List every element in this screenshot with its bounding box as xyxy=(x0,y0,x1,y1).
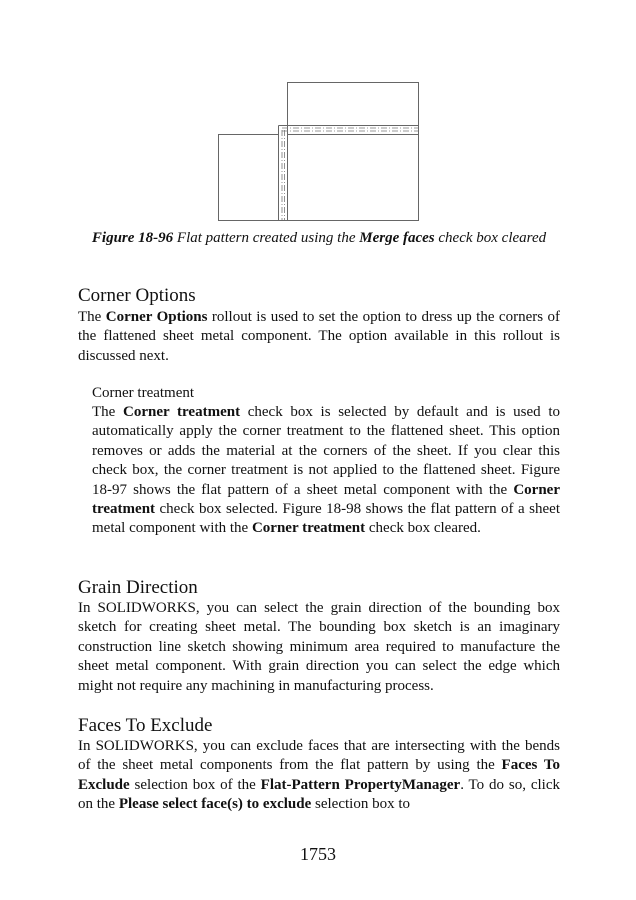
page-number: 1753 xyxy=(300,844,336,864)
section-heading-faces-to-exclude: Faces To Exclude xyxy=(78,715,213,736)
section-heading-grain-direction: Grain Direction xyxy=(78,577,198,598)
figure-number: Figure 18-96 xyxy=(91,230,174,246)
grain-direction-paragraph: In SOLIDWORKS, you can select the grain direction of the bounding box sketch for creating sheet metal. The bounding box sketch is an imaginary construction line sketch showing minimum area required to manufacture the sheet metal component. With grain direction you can select the edge which might not require any machining in manufacturing process. xyxy=(78,600,560,694)
base-panel xyxy=(219,135,279,221)
flange-panel xyxy=(288,83,419,221)
subheading-corner-treatment: Corner treatment xyxy=(92,385,195,401)
section-heading-corner-options: Corner Options xyxy=(78,285,196,306)
corner-options-paragraph: The Corner Options rollout is used to set the option to dress up the corners of the flattened sheet metal component. The option available in this rollout is discussed next. xyxy=(78,309,561,364)
faces-to-exclude-paragraph: In SOLIDWORKS, you can exclude faces that are intersecting with the bends of the sheet metal components from the flat pattern by using the Faces To Exclude selection box of the Flat-Pattern PropertyManager. To do so, click on the Please select face(s) to exclude selection box to xyxy=(78,738,560,813)
figure-caption: Figure 18-96 Flat pattern created using the Merge faces check box cleared xyxy=(91,230,547,246)
flat-pattern-figure xyxy=(216,81,420,222)
corner-treatment-paragraph: The Corner treatment check box is selected by default and is used to automatically apply the corner treatment to the flattened sheet. This option removes or adds the material at the corners of the sheet. If you clear this check box, the corner treatment is not applied to the flattened sheet. Figure 18-97 shows the flat pattern of a sheet metal component with the Corner treatment check box selected. Figure 18-98 shows the flat pattern of a sheet metal component with the Corner treatment check box cleared. xyxy=(92,404,560,537)
